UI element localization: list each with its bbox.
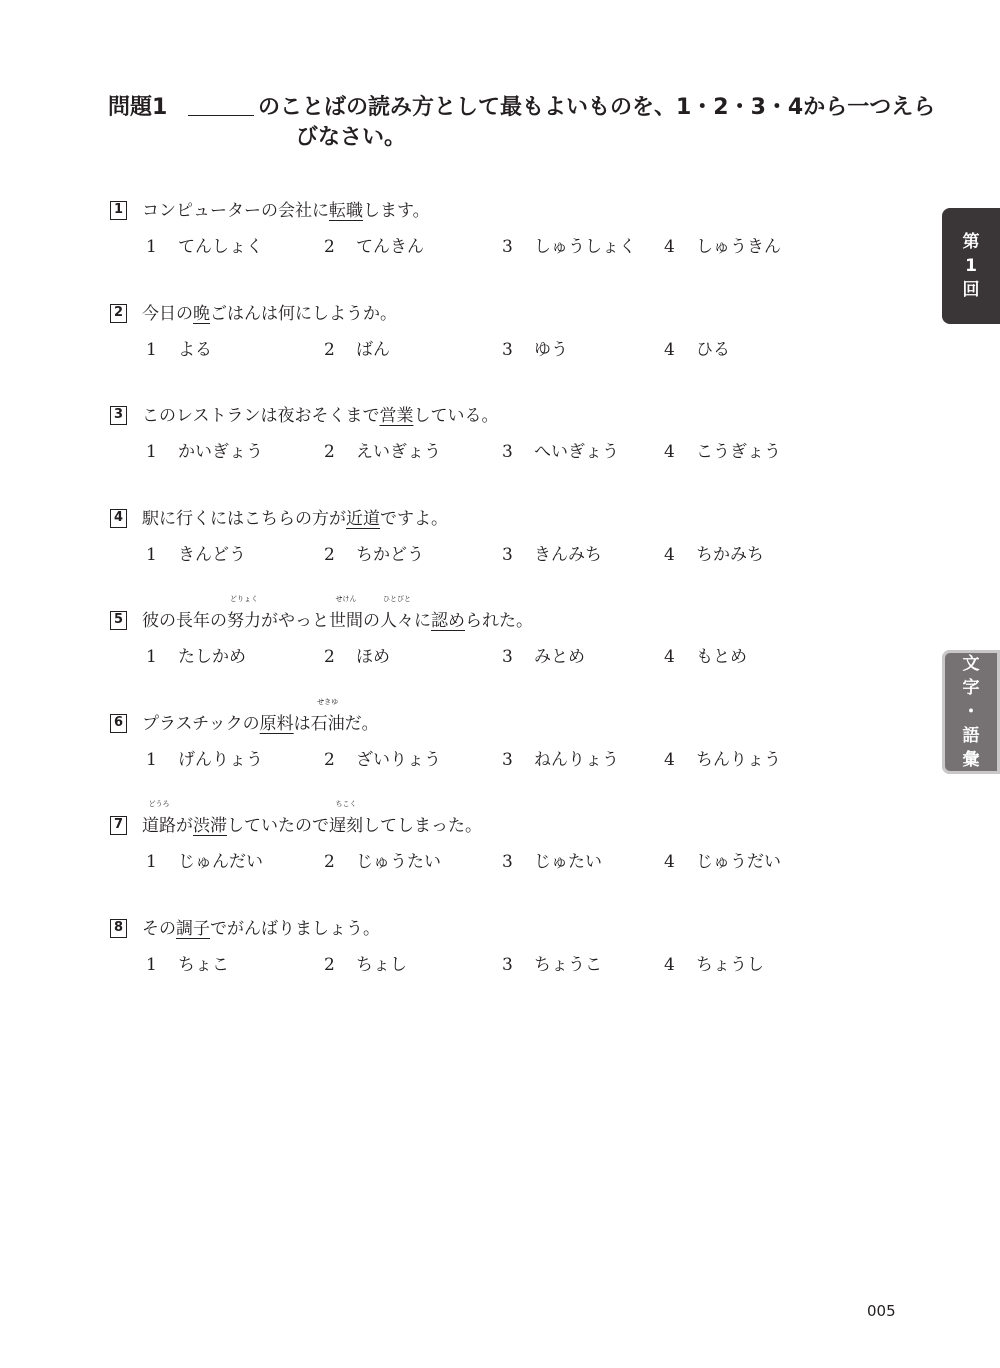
question-number: 7 (110, 816, 127, 835)
option-number: 1 (146, 339, 157, 360)
round-tab-char: 1 (965, 256, 977, 276)
option-number: 4 (664, 749, 675, 770)
option-number: 2 (324, 237, 335, 257)
answer-option[interactable] (324, 540, 424, 570)
round-tab-char: 第 (962, 232, 980, 252)
sentence-text: します。 (363, 201, 430, 221)
answer-options (110, 642, 830, 672)
question-number: 8 (110, 919, 127, 938)
ruby-base-text: 石油 (310, 713, 345, 734)
answer-option[interactable] (146, 642, 246, 672)
ruby-base-text: 遅刻 (329, 816, 363, 836)
option-text: ほめ (356, 647, 390, 667)
option-number: 3 (502, 442, 513, 462)
target-word: 渋滞 (193, 816, 227, 836)
target-word: 晩 (193, 303, 210, 324)
option-text: きんみち (534, 544, 602, 565)
answer-option[interactable] (324, 847, 441, 877)
answer-option[interactable] (324, 950, 407, 980)
sentence-text: でがんばりましょう。 (210, 918, 380, 939)
section-tab-char: 文 (962, 654, 980, 674)
option-number: 2 (324, 339, 335, 360)
question-item (110, 504, 830, 584)
option-number: 4 (664, 339, 675, 360)
option-text: ちかどう (356, 544, 424, 565)
answer-options (110, 540, 830, 570)
option-text: てんきん (356, 237, 424, 257)
option-text: かいぎょう (178, 442, 263, 462)
option-text: みとめ (534, 647, 585, 667)
ruby-word (142, 800, 176, 841)
question-number: 2 (110, 304, 127, 323)
option-number: 4 (664, 954, 675, 975)
question-item (110, 196, 830, 276)
question-number: 5 (110, 611, 127, 630)
option-number: 1 (146, 749, 157, 770)
round-tab-char: 回 (962, 280, 980, 300)
option-number: 4 (664, 852, 675, 872)
option-number: 1 (146, 647, 157, 667)
question-item (110, 401, 830, 481)
instruction-line-2: びなさい。 (296, 125, 407, 150)
question-number: 4 (110, 509, 127, 528)
answer-option[interactable] (664, 232, 781, 262)
answer-options (110, 232, 830, 262)
sentence-text: していたので (227, 816, 329, 836)
target-word: 認め (431, 611, 465, 631)
question-item (110, 914, 830, 994)
question-sentence (142, 299, 397, 329)
ruby-base-text: 世間 (329, 611, 363, 631)
question-item (110, 595, 830, 686)
question-sentence (142, 800, 482, 841)
section-tab-char: 彙 (962, 750, 980, 770)
option-text: ひる (696, 339, 730, 360)
option-text: ちょし (356, 954, 407, 975)
sentence-text: に (414, 611, 431, 631)
option-text: しゅうきん (696, 237, 781, 257)
option-number: 1 (146, 237, 157, 257)
question-sentence (142, 196, 430, 226)
option-text: ちょこ (178, 954, 229, 975)
answer-option[interactable] (502, 437, 619, 467)
question-sentence (142, 595, 533, 636)
furigana: せけん (335, 595, 357, 603)
option-number: 4 (664, 647, 675, 667)
answer-option[interactable] (146, 847, 263, 877)
answer-options (110, 847, 830, 877)
option-number: 1 (146, 954, 157, 975)
answer-option[interactable] (664, 335, 730, 365)
section-tab-vocabulary[interactable] (942, 650, 1000, 774)
answer-option[interactable] (502, 540, 602, 570)
round-tab[interactable] (942, 208, 1000, 324)
option-text: てんしょく (178, 237, 263, 257)
answer-option[interactable] (664, 437, 781, 467)
answer-option[interactable] (664, 950, 764, 980)
answer-option[interactable] (502, 950, 602, 980)
answer-option[interactable] (146, 437, 263, 467)
furigana: どうろ (148, 800, 170, 808)
sentence-text: が (176, 816, 193, 836)
answer-option[interactable] (324, 232, 424, 262)
sentence-text: コンピューターの会社に (142, 201, 329, 221)
option-number: 3 (502, 852, 513, 872)
sentence-text: ごはんは何にしようか。 (210, 303, 397, 324)
answer-options (110, 335, 830, 365)
answer-option[interactable] (502, 847, 602, 877)
option-text: じゅんだい (178, 852, 263, 872)
target-word: 原料 (259, 713, 294, 734)
ruby-word (329, 800, 363, 841)
option-text: ちんりょう (696, 749, 781, 770)
option-number: 4 (664, 544, 675, 565)
option-text: ざいりょう (356, 749, 441, 770)
option-text: ちょうこ (534, 954, 602, 975)
question-number: 6 (110, 714, 127, 733)
answer-option[interactable] (664, 540, 764, 570)
option-text: ばん (356, 339, 390, 360)
furigana: せきゆ (317, 697, 339, 706)
option-text: へいぎょう (534, 442, 619, 462)
question-number: 1 (110, 201, 127, 220)
option-text: ちょうし (696, 954, 764, 975)
ruby-base-text: 努力 (227, 611, 261, 631)
target-word: 近道 (346, 508, 380, 529)
option-text: こうぎょう (696, 442, 781, 462)
answer-options (110, 745, 830, 775)
option-number: 2 (324, 749, 335, 770)
ruby-word (380, 595, 414, 636)
question-item (110, 299, 830, 379)
option-number: 3 (502, 647, 513, 667)
option-number: 3 (502, 749, 513, 770)
option-number: 2 (324, 544, 335, 565)
option-text: しゅうしょく (534, 237, 636, 257)
question-item (110, 697, 830, 789)
sentence-text: このレストランは夜おそくまで (142, 406, 380, 426)
option-text: ゆう (534, 339, 568, 360)
option-text: よる (178, 339, 212, 360)
answer-options (110, 437, 830, 467)
sentence-text: だ。 (344, 713, 379, 734)
option-number: 2 (324, 954, 335, 975)
furigana: ひとびと (383, 595, 411, 603)
answer-option[interactable] (324, 437, 441, 467)
option-number: 1 (146, 852, 157, 872)
answer-option[interactable] (324, 745, 441, 775)
question-number: 3 (110, 406, 127, 425)
option-number: 3 (502, 339, 513, 360)
option-number: 2 (324, 442, 335, 462)
sentence-text: 彼の長年の (142, 611, 227, 631)
instruction-text-1: のことばの読み方として最もよいものを、1・2・3・4から一つえら (258, 95, 936, 120)
sentence-text: 今日の (142, 303, 193, 324)
option-number: 2 (324, 647, 335, 667)
answer-option[interactable] (502, 642, 585, 672)
question-item (110, 800, 830, 891)
option-number: 1 (146, 442, 157, 462)
answer-option[interactable] (664, 642, 747, 672)
option-number: 4 (664, 237, 675, 257)
answer-option[interactable] (146, 745, 263, 775)
section-tab-char: ・ (962, 702, 980, 722)
sentence-text: は (293, 713, 311, 734)
option-text: もとめ (696, 647, 747, 667)
sentence-text: してしまった。 (363, 816, 482, 836)
option-number: 3 (502, 237, 513, 257)
option-text: げんりょう (178, 749, 263, 770)
furigana: ちこく (335, 800, 357, 808)
option-number: 3 (502, 954, 513, 975)
answer-option[interactable] (502, 232, 636, 262)
answer-option[interactable] (146, 232, 263, 262)
question-sentence (142, 697, 379, 739)
option-text: えいぎょう (356, 442, 441, 462)
ruby-base-text: 道路 (142, 816, 176, 836)
question-sentence (142, 401, 499, 431)
answer-option[interactable] (502, 335, 568, 365)
option-number: 3 (502, 544, 513, 565)
answer-option[interactable] (146, 540, 246, 570)
option-text: たしかめ (178, 647, 246, 667)
ruby-word (227, 595, 261, 636)
sentence-text: の (363, 611, 380, 631)
answer-options (110, 950, 830, 980)
question-sentence (142, 914, 380, 944)
target-word: 営業 (379, 406, 414, 426)
sentence-text: プラスチックの (142, 713, 260, 734)
answer-option[interactable] (664, 847, 781, 877)
sentence-text: している。 (413, 406, 499, 426)
sentence-text: ですよ。 (380, 508, 448, 529)
section-tab-char: 語 (962, 726, 980, 746)
ruby-base-text: 人々 (380, 611, 414, 631)
section-tab-char: 字 (962, 678, 980, 698)
option-text: きんどう (178, 544, 246, 565)
ruby-word (310, 697, 345, 739)
problem-label: 問題1 (108, 95, 168, 120)
option-number: 2 (324, 852, 335, 872)
option-text: ちかみち (696, 544, 764, 565)
furigana: どりょく (230, 595, 258, 603)
option-number: 1 (146, 544, 157, 565)
option-text: じゅうたい (356, 852, 441, 872)
answer-option[interactable] (146, 335, 212, 365)
answer-option[interactable] (324, 335, 390, 365)
option-text: ねんりょう (534, 749, 619, 770)
answer-option[interactable] (502, 745, 619, 775)
underline-blank (188, 91, 254, 116)
target-word: 転職 (329, 201, 363, 221)
option-text: じゅたい (534, 852, 602, 872)
sentence-text: その (142, 918, 176, 939)
question-sentence (142, 504, 448, 534)
option-text: じゅうだい (696, 852, 781, 872)
page-number: 005 (867, 1302, 896, 1320)
answer-option[interactable] (324, 642, 390, 672)
answer-option[interactable] (146, 950, 229, 980)
ruby-word (329, 595, 363, 636)
answer-option[interactable] (664, 745, 781, 775)
option-number: 4 (664, 442, 675, 462)
sentence-text: られた。 (465, 611, 533, 631)
target-word: 調子 (176, 918, 210, 939)
sentence-text: 駅に行くにはこちらの方が (142, 508, 346, 529)
sentence-text: がやっと (261, 611, 329, 631)
